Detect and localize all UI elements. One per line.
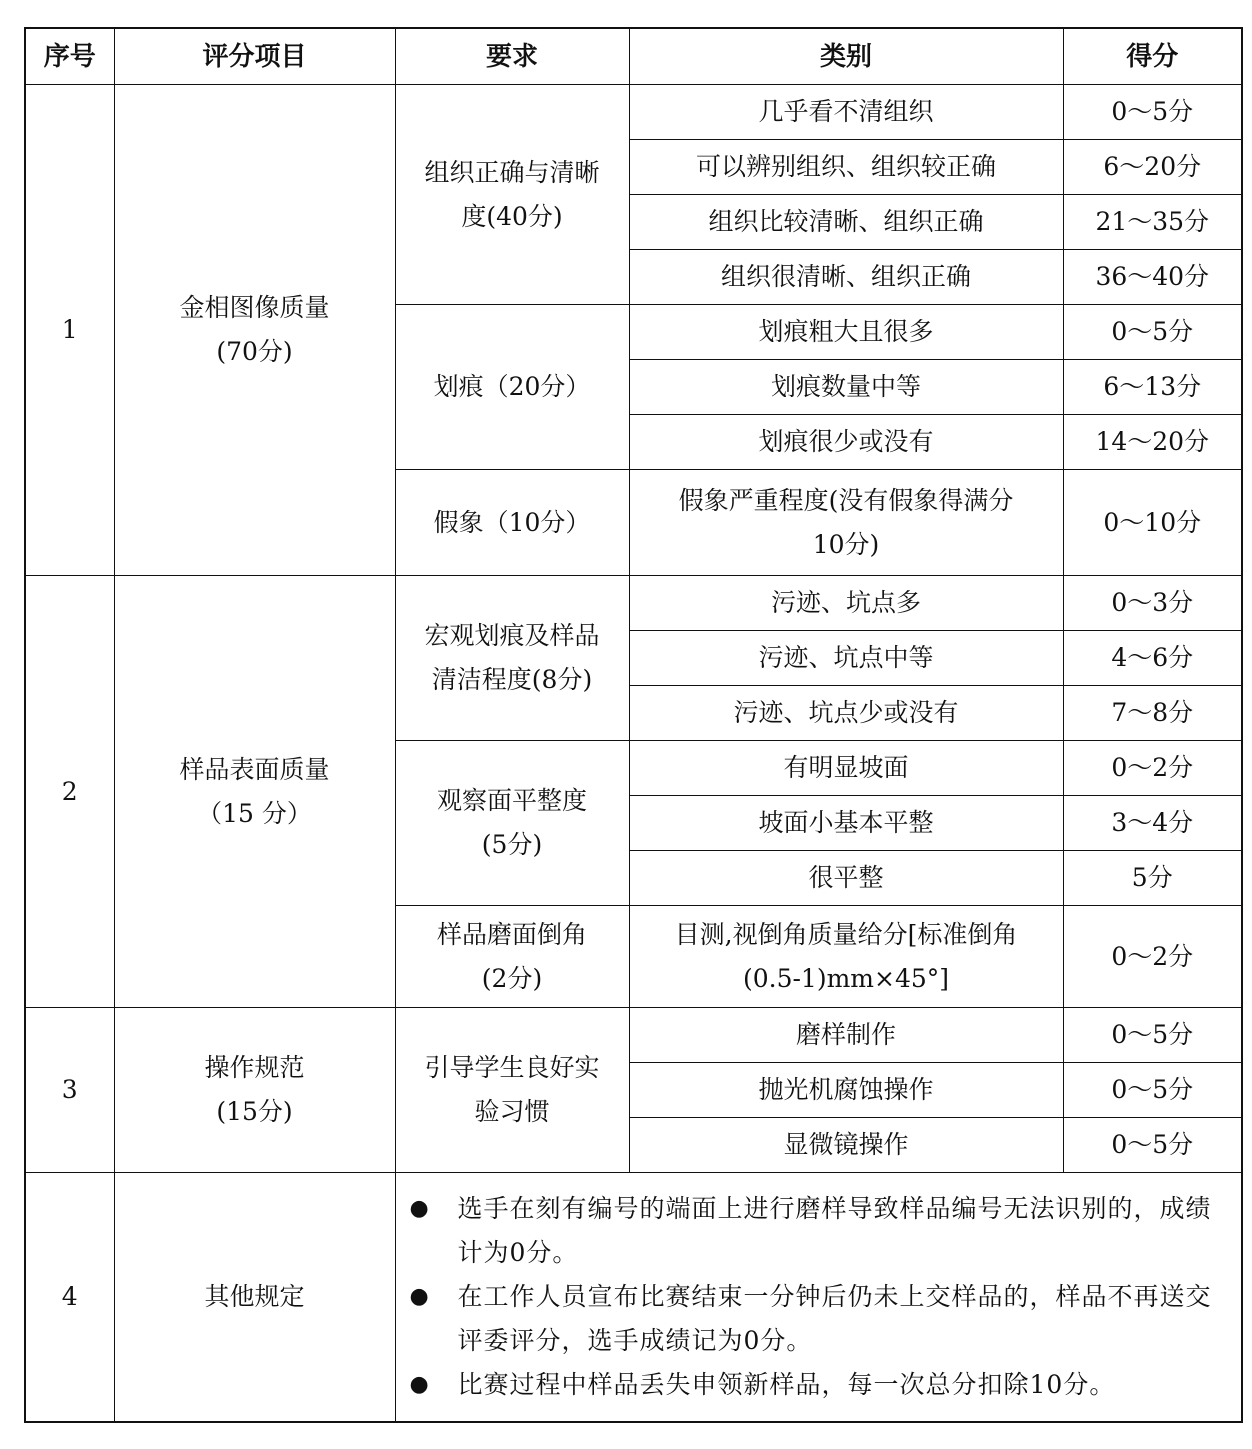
item-points: (70分) — [216, 337, 293, 366]
score-cell: 6～20分 — [1063, 140, 1242, 195]
item-name: 样品表面质量 — [179, 754, 330, 784]
rule-text: 在工作人员宣布比赛结束一分钟后仍未上交样品的，样品不再送交评委评分，选手成绩记为0分。 — [457, 1282, 1212, 1355]
requirement-cell — [395, 906, 629, 1008]
score-cell: 0～2分 — [1063, 741, 1242, 796]
category-cell: 划痕数量中等 — [629, 360, 1063, 415]
category-cell: 组织比较清晰、组织正确 — [629, 195, 1063, 250]
item-name: 操作规范 — [204, 1053, 305, 1082]
item-cell — [114, 576, 395, 1008]
score-cell: 7～8分 — [1063, 686, 1242, 741]
score-cell: 0～5分 — [1063, 1063, 1242, 1118]
score-cell: 14～20分 — [1063, 415, 1242, 470]
requirement-cell — [395, 1008, 629, 1173]
requirement-line: 验习惯 — [474, 1097, 550, 1126]
requirement-cell — [395, 576, 629, 741]
item-cell — [114, 1173, 395, 1423]
requirement-line: (2分) — [481, 963, 543, 993]
other-rules-cell — [395, 1173, 1242, 1423]
category-cell: 抛光机腐蚀操作 — [629, 1063, 1063, 1118]
requirement-line: 观察面平整度 — [436, 786, 587, 815]
category-cell: 显微镜操作 — [629, 1118, 1063, 1173]
item-cell — [114, 1008, 395, 1173]
category-cell: 污迹、坑点多 — [629, 576, 1063, 631]
category-cell: 磨样制作 — [629, 1008, 1063, 1063]
table-row — [25, 85, 1242, 140]
category-cell: 组织很清晰、组织正确 — [629, 250, 1063, 305]
score-cell: 4～6分 — [1063, 631, 1242, 686]
header-row — [25, 28, 1242, 85]
rule-item — [410, 1187, 1232, 1275]
score-cell: 0～5分 — [1063, 1008, 1242, 1063]
category-cell — [629, 906, 1063, 1008]
item-points: (15分) — [216, 1097, 293, 1126]
category-cell — [629, 470, 1063, 576]
category-cell: 划痕很少或没有 — [629, 415, 1063, 470]
rule-item — [410, 1275, 1232, 1363]
requirement-line: (5分) — [481, 830, 543, 859]
score-cell: 3～4分 — [1063, 796, 1242, 851]
category-line: (0.5-1)mm×45°] — [742, 963, 950, 993]
section-number: 2 — [25, 576, 114, 1008]
score-cell: 0～5分 — [1063, 305, 1242, 360]
category-line: 假象严重程度(没有假象得满分 — [678, 485, 1014, 515]
table-row — [25, 576, 1242, 631]
scoring-table — [24, 27, 1243, 1423]
category-cell: 可以辨别组织、组织较正确 — [629, 140, 1063, 195]
rule-text: 比赛过程中样品丢失申领新样品，每一次总分扣除10分。 — [457, 1370, 1116, 1399]
rule-item — [410, 1363, 1232, 1407]
score-cell: 0～3分 — [1063, 576, 1242, 631]
bullet-icon: ● — [409, 1196, 430, 1221]
requirement-line: 组织正确与清晰 — [424, 157, 600, 187]
requirement-line: 样品磨面倒角 — [436, 919, 587, 949]
item-cell — [114, 85, 395, 576]
requirement-cell — [395, 741, 629, 906]
table-row — [25, 1008, 1242, 1063]
category-cell: 划痕粗大且很多 — [629, 305, 1063, 360]
category-line: 目测,视倒角质量给分[标准倒角 — [674, 919, 1018, 949]
category-cell: 污迹、坑点少或没有 — [629, 686, 1063, 741]
score-cell: 21～35分 — [1063, 195, 1242, 250]
bullet-icon: ● — [409, 1372, 430, 1397]
bullet-icon: ● — [409, 1284, 430, 1309]
header-cell: 要求 — [395, 28, 629, 85]
header-cell: 类别 — [629, 28, 1063, 85]
requirement-line: 引导学生良好实 — [424, 1053, 600, 1082]
category-cell: 很平整 — [629, 851, 1063, 906]
category-cell: 污迹、坑点中等 — [629, 631, 1063, 686]
category-cell: 有明显坡面 — [629, 741, 1063, 796]
score-cell: 5分 — [1063, 851, 1242, 906]
requirement-line: 清洁程度(8分) — [431, 665, 593, 694]
header-cell: 序号 — [25, 28, 114, 85]
item-name: 其他规定 — [204, 1282, 305, 1311]
score-cell: 36～40分 — [1063, 250, 1242, 305]
score-cell: 0～10分 — [1063, 470, 1242, 576]
section-number: 1 — [25, 85, 114, 576]
requirement-line: 宏观划痕及样品 — [424, 621, 600, 650]
category-cell: 坡面小基本平整 — [629, 796, 1063, 851]
rule-text: 选手在刻有编号的端面上进行磨样导致样品编号无法识别的，成绩计为0分。 — [457, 1194, 1212, 1267]
category-cell: 几乎看不清组织 — [629, 85, 1063, 140]
item-points: （15 分） — [197, 798, 312, 828]
item-name: 金相图像质量 — [179, 293, 330, 322]
requirement-cell — [395, 85, 629, 305]
table-row — [25, 1173, 1242, 1423]
score-cell: 0～2分 — [1063, 906, 1242, 1008]
score-cell: 0～5分 — [1063, 1118, 1242, 1173]
score-cell: 0～5分 — [1063, 85, 1242, 140]
category-line: 10分) — [812, 529, 880, 559]
requirement-cell: 假象（10分） — [395, 470, 629, 576]
requirement-line: 度(40分) — [461, 201, 563, 231]
requirement-cell: 划痕（20分） — [395, 305, 629, 470]
section-number: 4 — [25, 1173, 114, 1423]
score-cell: 6～13分 — [1063, 360, 1242, 415]
section-number: 3 — [25, 1008, 114, 1173]
header-cell: 评分项目 — [114, 28, 395, 85]
header-cell: 得分 — [1063, 28, 1242, 85]
